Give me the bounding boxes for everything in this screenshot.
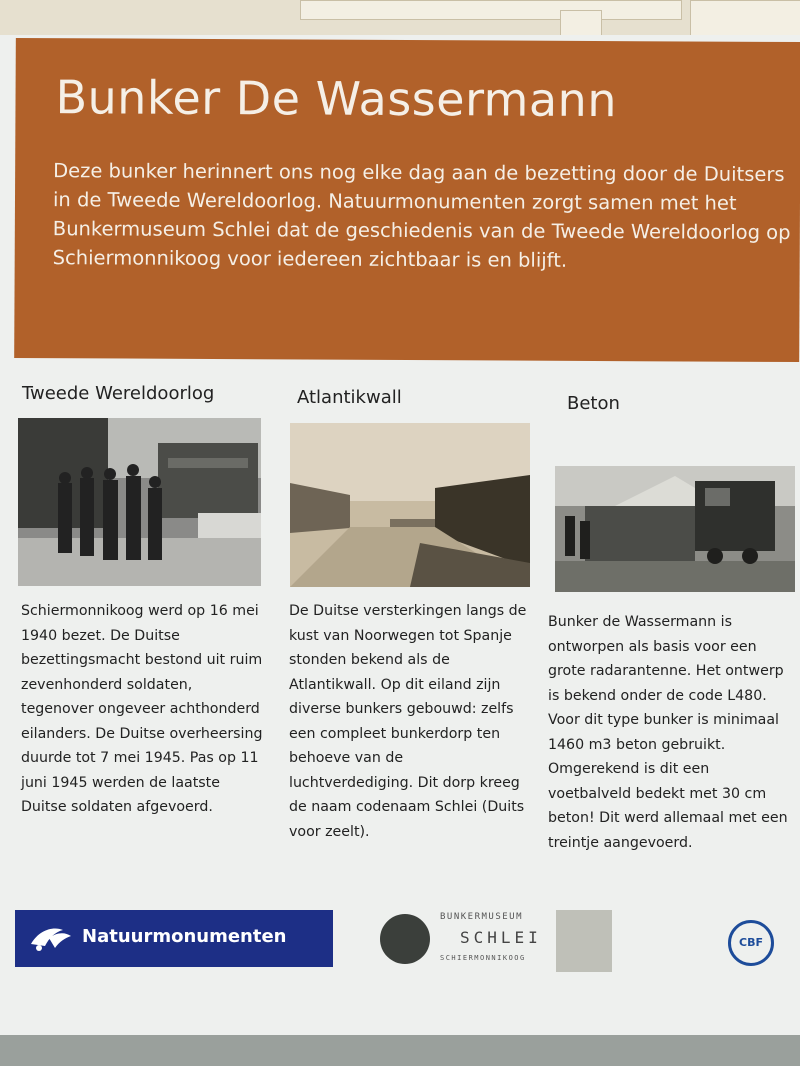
header-panel — [14, 38, 800, 362]
page-title: Bunker De Wassermann — [55, 70, 618, 128]
schlei-label: SCHLEI — [460, 928, 542, 947]
photo-soldiers — [18, 418, 261, 586]
photo-bunker-village — [290, 423, 530, 587]
bunkermuseum-label: BUNKERMUSEUM — [440, 912, 524, 922]
bunkermuseum-schlei-logo — [380, 910, 612, 972]
bird-leaf-icon — [19, 910, 79, 967]
column-text-atlantikwall: De Duitse versterkingen langs de kust van Noorwegen tot Spanje stonden bekend als de Atlantikwall. Op dit eiland zijn diverse bunkers gebouwd: zelfs een compleet bunkerdorp ten behoeve van de luchtverdediging. Dit dorp kreeg de naam codenaam Schlei (Duits voor zeelt). — [289, 603, 527, 840]
bunkermuseum-photo — [556, 910, 612, 972]
cbf-logo: CBF — [728, 920, 774, 966]
sign-frame-bottom — [0, 1035, 800, 1066]
photo-train-construction — [555, 466, 795, 592]
schiermonnikoog-label: SCHIERMONNIKOOG — [440, 954, 526, 962]
column-title-tweede-wereldoorlog: Tweede Wereldoorlog — [22, 383, 215, 404]
intro-text: Deze bunker herinnert ons nog elke dag aan de bezetting door de Duitsers in de Tweede Wereldoorlog. Natuurmonumenten zorgt samen met het Bunkermuseum Schlei dat de geschiedenis van de Tweede Wereldoorlog op Schiermonnikoog voor iedereen zichtbaar is en blijft. — [52, 159, 791, 272]
bunker-emblem-icon — [380, 914, 430, 964]
column-title-atlantikwall: Atlantikwall — [297, 387, 402, 408]
column-title-beton: Beton — [567, 393, 620, 414]
column-text-beton: Bunker de Wassermann is ontworpen als basis voor een grote radarantenne. Het ontwerp is bekend onder de code L480. Voor dit type bunker is minimaal 1460 m3 beton gebruikt. Omgerekend is dit een voetbalveld bedekt met 30 cm beton! Dit werd allemaal met een treintje aangevoerd. — [548, 614, 788, 851]
natuurmonumenten-logo — [15, 910, 333, 967]
column-text-tweede-wereldoorlog: Schiermonnikoog werd op 16 mei 1940 bezet. De Duitse bezettingsmacht bestond uit ruim zevenhonderd soldaten, tegenover ongeveer achthonderd eilanders. De Duitse overheersing duurde tot 7 mei 1945. Pas op 11 juni 1945 werden de laatste Duitse soldaten afgevoerd. — [21, 603, 263, 815]
natuurmonumenten-label: Natuurmonumenten — [82, 926, 287, 947]
